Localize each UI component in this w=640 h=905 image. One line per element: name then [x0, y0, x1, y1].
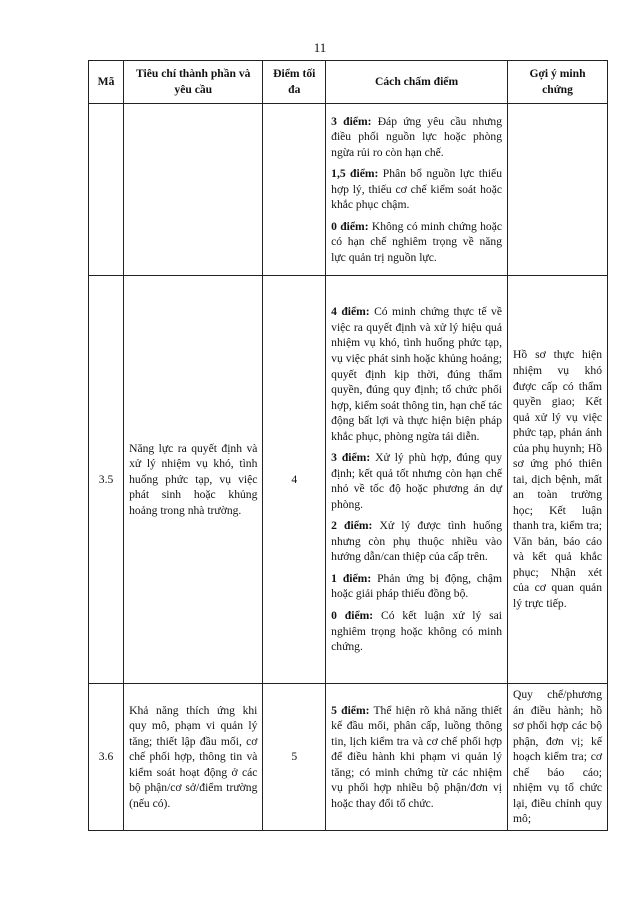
criterion-code: 3.6 — [89, 684, 124, 831]
header-evidence: Gợi ý minh chứng — [508, 61, 608, 104]
max-points: 5 — [263, 684, 326, 831]
score-description: Thể hiện rõ khả năng thiết kế đầu mối, phân cấp, luồng thông tin, lịch kiểm tra và cơ chế phối hợp để điều hành khi phạm vi quản lý tăng; có minh chứng từ các nhiệm vụ phối hợp nhiều bộ phận/đơn vị hoặc thay đổi tổ chức. — [331, 703, 502, 810]
criterion-text: Năng lực ra quyết định và xử lý nhiệm vụ khó, tình huống phức tạp, vụ việc phát sinh hoặc khủng hoảng trong nhà trường. — [124, 276, 263, 684]
score-label: 0 điểm: — [331, 608, 374, 622]
score-label: 1,5 điểm: — [331, 167, 379, 181]
header-max-points: Điểm tối đa — [263, 61, 326, 104]
score-label: 4 điểm: — [331, 305, 370, 319]
score-description: Đáp ứng yêu cầu nhưng điều phối nguồn lực hoặc phòng ngừa rủi ro còn hạn chế. — [331, 114, 502, 159]
score-level — [331, 114, 502, 161]
score-description: Có kết luận xử lý sai nghiêm trọng hoặc không có minh chứng. — [331, 608, 502, 654]
criterion-text — [124, 104, 263, 276]
score-level — [331, 608, 502, 655]
table-row — [89, 684, 608, 831]
score-level — [331, 450, 502, 512]
scoring-cell — [326, 276, 508, 684]
table-row — [89, 104, 608, 276]
score-level — [331, 571, 502, 602]
scoring-cell — [326, 104, 508, 276]
criterion-code: 3.5 — [89, 276, 124, 684]
score-label: 5 điểm: — [331, 703, 370, 717]
evidence-cell — [508, 104, 608, 276]
score-level — [331, 518, 502, 565]
page-number: 11 — [313, 40, 327, 55]
header-criteria: Tiêu chí thành phần và yêu cầu — [124, 61, 263, 104]
scoring-cell — [326, 684, 508, 831]
score-level — [331, 166, 502, 213]
score-level — [331, 304, 502, 444]
score-level — [331, 219, 502, 266]
score-description: Phân bổ nguồn lực thiếu hợp lý, thiếu cơ chế kiểm soát hoặc khắc phục chậm. — [331, 167, 502, 212]
score-label: 2 điểm: — [331, 519, 373, 533]
score-label: 3 điểm: — [331, 114, 372, 128]
criterion-text: Khả năng thích ứng khi quy mô, phạm vi quản lý tăng; thiết lập đầu mối, cơ chế phối hợp, thông tin và kiểm soát hoạt động ở các bộ phận/cơ sở/điểm trường (nếu có). — [124, 684, 263, 831]
score-description: Phản ứng bị động, chậm hoặc giải pháp thiếu đồng bộ. — [331, 571, 502, 601]
score-label: 3 điểm: — [331, 451, 371, 465]
criterion-code — [89, 104, 124, 276]
score-label: 0 điểm: — [331, 219, 369, 233]
score-description: Có minh chứng thực tế về việc ra quyết định và xử lý hiệu quả nhiệm vụ khó, tình huống phức tạp, vụ việc phát sinh hoặc khủng hoảng; quyết định kịp thời, đúng thẩm quyền, đúng quy định; tổ chức phối hợp, kiểm soát thông tin, hạn chế tác động bất lợi và thực hiện biện pháp khắc phục, phòng ngừa tái diễn. — [331, 305, 502, 443]
table-header-row — [89, 61, 608, 104]
score-label: 1 điểm: — [331, 571, 372, 585]
evidence-cell: Hồ sơ thực hiện nhiệm vụ khó được cấp có thẩm quyền giao; Kết quả xử lý vụ việc phức tạp, phản ánh của phụ huynh; Hồ sơ ứng phó thiên tai, dịch bệnh, mất an toàn trường học; Kết luận thanh tra, kiểm tra; Văn bản, báo cáo và kết quả khắc phục; Nhận xét của cơ quan quản lý trực tiếp. — [508, 276, 608, 684]
score-level — [331, 703, 502, 812]
evidence-cell: Quy chế/phương án điều hành; hồ sơ phối hợp các bộ phận, đơn vị; kế hoạch kiểm tra; cơ chế báo cáo; nhiệm vụ tổ chức lại, điều chỉnh quy mô; — [508, 684, 608, 831]
criteria-table — [88, 60, 608, 831]
header-code: Mã — [89, 61, 124, 104]
max-points: 4 — [263, 276, 326, 684]
max-points — [263, 104, 326, 276]
table-row — [89, 276, 608, 684]
header-scoring: Cách chấm điểm — [326, 61, 508, 104]
score-description: Xử lý được tình huống nhưng còn phụ thuộc nhiều vào hướng dẫn/can thiệp của cấp trên. — [331, 519, 503, 564]
score-description: Xử lý phù hợp, đúng quy định; kết quả tốt nhưng còn hạn chế nhỏ về tốc độ hoặc phương án dự phòng. — [331, 451, 502, 511]
score-description: Không có minh chứng hoặc có hạn chế nghiêm trọng về năng lực quản trị nguồn lực. — [331, 219, 502, 264]
